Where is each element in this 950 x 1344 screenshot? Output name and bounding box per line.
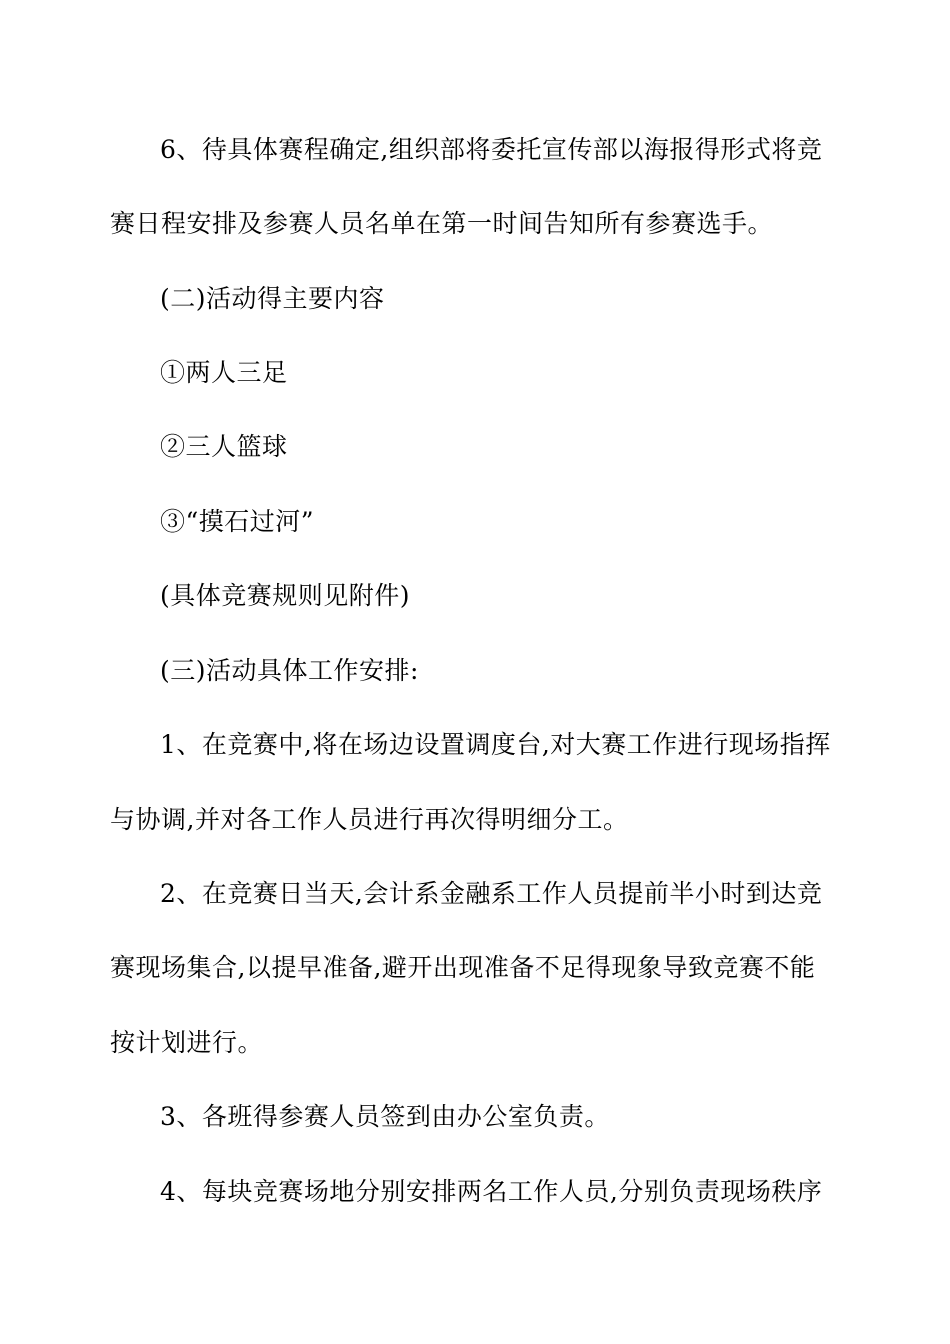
paragraph-line: 与协调,并对各工作人员进行再次得明细分工。 (110, 805, 629, 834)
paragraph-line: 按计划进行。 (110, 1028, 264, 1057)
paragraph-line: 3、各班得参赛人员签到由办公室负责。 (160, 1102, 610, 1131)
paragraph-line: 6、待具体赛程确定,组织部将委托宣传部以海报得形式将竞 (160, 135, 823, 164)
paragraph-line: 1、在竞赛中,将在场边设置调度台,对大赛工作进行现场指挥 (160, 730, 831, 759)
list-item: ③“摸石过河” (160, 507, 315, 536)
paragraph-line: 4、每块竞赛场地分别安排两名工作人员,分别负责现场秩序 (160, 1177, 823, 1206)
section-heading: (二)活动得主要内容 (160, 284, 385, 313)
paragraph-line: 赛现场集合,以提早准备,避开出现准备不足得现象导致竞赛不能 (110, 953, 816, 982)
paragraph-line: 2、在竞赛日当天,会计系金融系工作人员提前半小时到达竞 (160, 879, 823, 908)
note-line: (具体竞赛规则见附件) (160, 581, 411, 610)
list-item: ①两人三足 (160, 358, 288, 387)
paragraph-line: 赛日程安排及参赛人员名单在第一时间告知所有参赛选手。 (110, 209, 774, 238)
list-item: ②三人篮球 (160, 432, 288, 461)
section-heading: (三)活动具体工作安排: (160, 656, 419, 685)
